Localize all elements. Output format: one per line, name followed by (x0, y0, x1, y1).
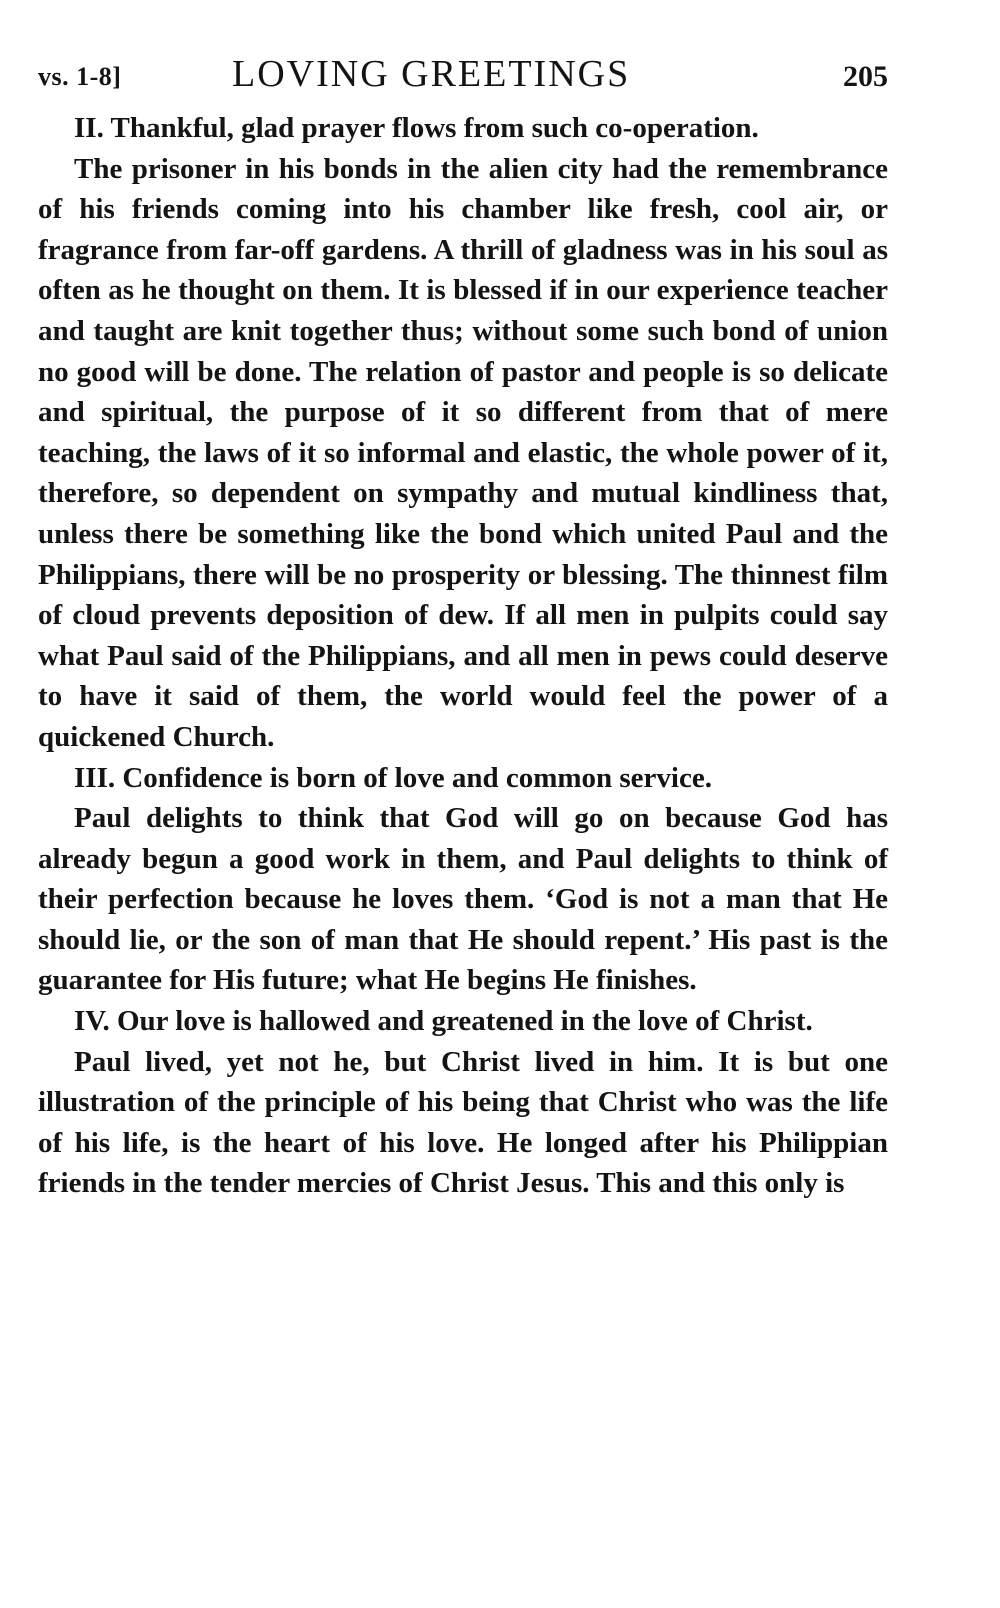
section-heading-2: II. Thankful, glad prayer flows from such co-operation. (74, 112, 759, 144)
page-number: 205 (843, 60, 888, 93)
body-text (38, 108, 888, 1204)
chapter-title: LOVING GREETINGS (232, 53, 631, 95)
book-page (38, 48, 888, 1204)
running-head (38, 48, 888, 108)
section-paragraph-3: Paul delights to think that God will go on because God has already begun a good work in them, and Paul delights to think of their perfection because he loves them. ‘God is not a man that He should lie, or the son of man that He should repent.’ His past is the guarantee for His future; what He begins He finishes. (38, 802, 888, 997)
section-heading-4: IV. Our love is hallowed and greatened in the love of Christ. (74, 1005, 813, 1038)
section-paragraph-4: Paul lived, yet not he, but Christ lived in him. It is but one illustration of the principle of his being that Christ who was the life of his life, is the heart of his love. He longed after his Philippian friends in the tender mercies of Christ Jesus. This and this only is (38, 1045, 888, 1200)
section-heading-3: III. Confidence is born of love and common service. (74, 761, 712, 794)
verse-reference: vs. 1-8] (38, 62, 122, 91)
section-paragraph-2: The prisoner in his bonds in the alien city had the remembrance of his friends coming into his chamber like fresh, cool air, or fragrance from far-off gardens. A thrill of gladness was in his soul as often as he thought on them. It is blessed if in our experience teacher and taught are knit together thus; without some such bond of union no good will be done. The relation of pastor and people is so delicate and spiritual, the purpose of it so different from that of mere teaching, the laws of it so informal and elastic, the whole power of it, therefore, so dependent on sympathy and mutual kindliness that, unless there be something like the bond which united Paul and the Philippians, there will be no prosperity or blessing. The thinnest film of cloud prevents deposition of dew. If all men in pulpits could say what Paul said of the Philippians, and all men in pews could deserve to have it said of them, the world would feel the power of a quickened Church. (38, 152, 888, 753)
